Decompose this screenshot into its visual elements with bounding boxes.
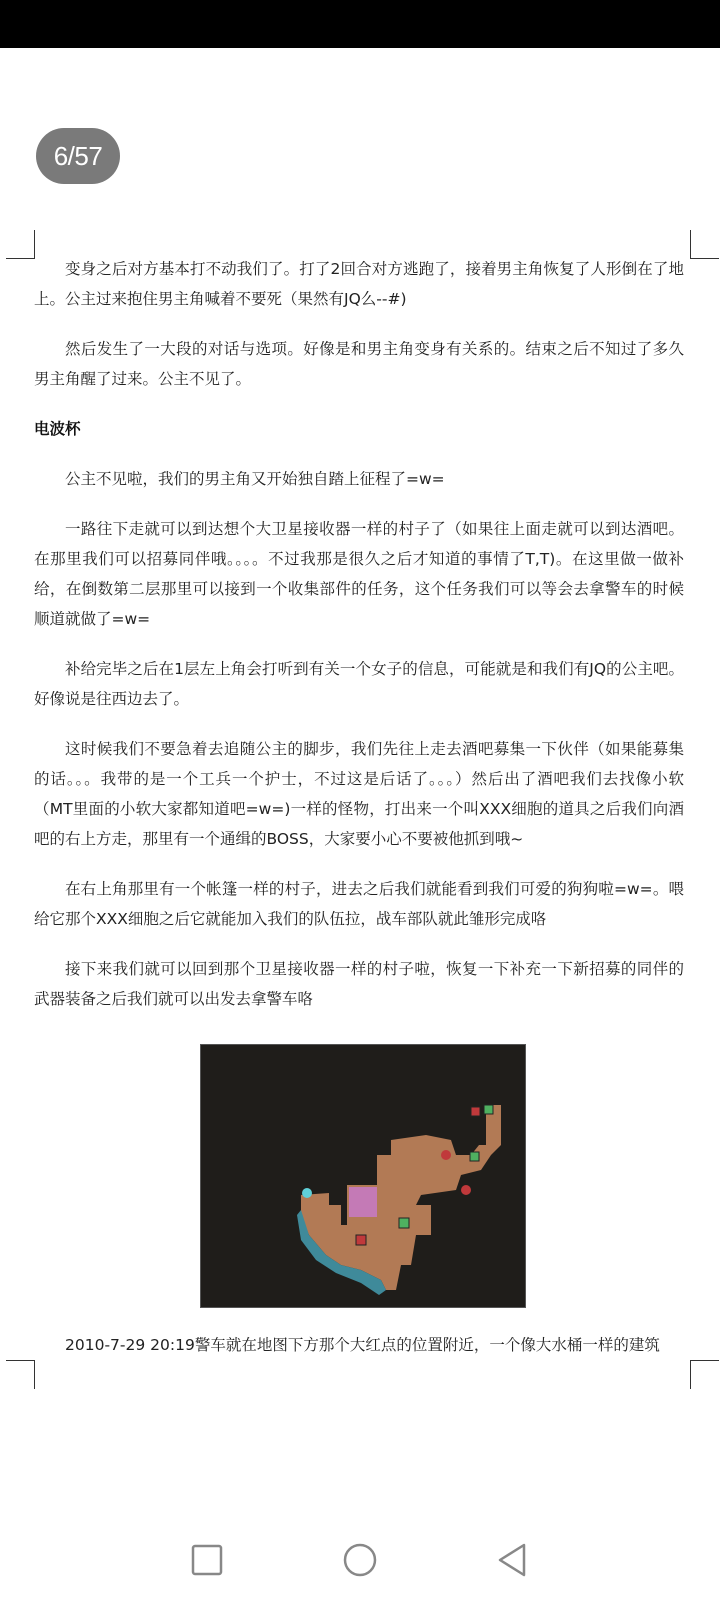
document-content <box>34 254 684 1034</box>
status-bar <box>0 0 720 48</box>
navigation-bar <box>0 1520 720 1600</box>
paragraph: 2010-7-29 20:19警车就在地图下方那个大红点的位置附近，一个像大水桶一样的建筑 <box>65 1336 660 1354</box>
paragraph: 公主不见啦，我们的男主角又开始独自踏上征程了=w= <box>65 470 445 488</box>
minimap-icon <box>201 1045 525 1307</box>
paragraph: 接下来我们就可以回到那个卫星接收器一样的村子啦，恢复一下补充一下新招募的同伴的武器装备之后我们就可以出发去拿警车咯 <box>34 960 684 1008</box>
crop-mark-bottom-left <box>6 1360 35 1389</box>
home-button[interactable] <box>338 1538 382 1582</box>
crop-mark-bottom-right <box>690 1360 719 1389</box>
back-button[interactable] <box>490 1538 534 1582</box>
paragraph: 然后发生了一大段的对话与选项。好像是和男主角变身有关系的。结束之后不知过了多久男主角醒了过来。公主不见了。 <box>34 340 684 388</box>
paragraph: 在右上角那里有一个帐篷一样的村子，进去之后我们就能看到我们可爱的狗狗啦=w=。喂给它那个XXX细胞之后它就能加入我们的队伍拉，战车部队就此雏形完成咯 <box>34 880 684 928</box>
circle-icon <box>342 1542 378 1578</box>
paragraph: 补给完毕之后在1层左上角会打听到有关一个女子的信息，可能就是和我们有JQ的公主吧。好像说是往西边去了。 <box>34 660 684 708</box>
crop-mark-top-left <box>6 230 35 259</box>
crop-mark-top-right <box>690 230 719 259</box>
section-heading: 电波杯 <box>34 420 81 438</box>
square-icon <box>190 1543 224 1577</box>
document-content-continued <box>34 1330 684 1380</box>
page-indicator: 6/57 <box>36 128 120 184</box>
game-map-image <box>200 1044 526 1308</box>
triangle-back-icon <box>495 1542 529 1578</box>
paragraph: 一路往下走就可以到达想个大卫星接收器一样的村子了（如果往上面走就可以到达酒吧。在那里我们可以招募同伴哦。。。。不过我那是很久之后才知道的事情了T,T)。在这里做一做补给，在倒数第二层那里可以接到一个收集部件的任务，这个任务我们可以等会去拿警车的时候顺道就做了=w= <box>34 520 684 628</box>
paragraph: 这时候我们不要急着去追随公主的脚步，我们先往上走去酒吧募集一下伙伴（如果能募集的话。。。我带的是一个工兵一个护士，不过这是后话了。。。）然后出了酒吧我们去找像小软（MT里面的小软大家都知道吧=w=)一样的怪物，打出来一个叫XXX细胞的道具之后我们向酒吧的右上方走，那里有一个通缉的BOSS，大家要小心不要被他抓到哦~ <box>34 740 684 848</box>
recents-button[interactable] <box>185 1538 229 1582</box>
paragraph: 变身之后对方基本打不动我们了。打了2回合对方逃跑了，接着男主角恢复了人形倒在了地上。公主过来抱住男主角喊着不要死（果然有JQ么--#) <box>34 260 684 308</box>
